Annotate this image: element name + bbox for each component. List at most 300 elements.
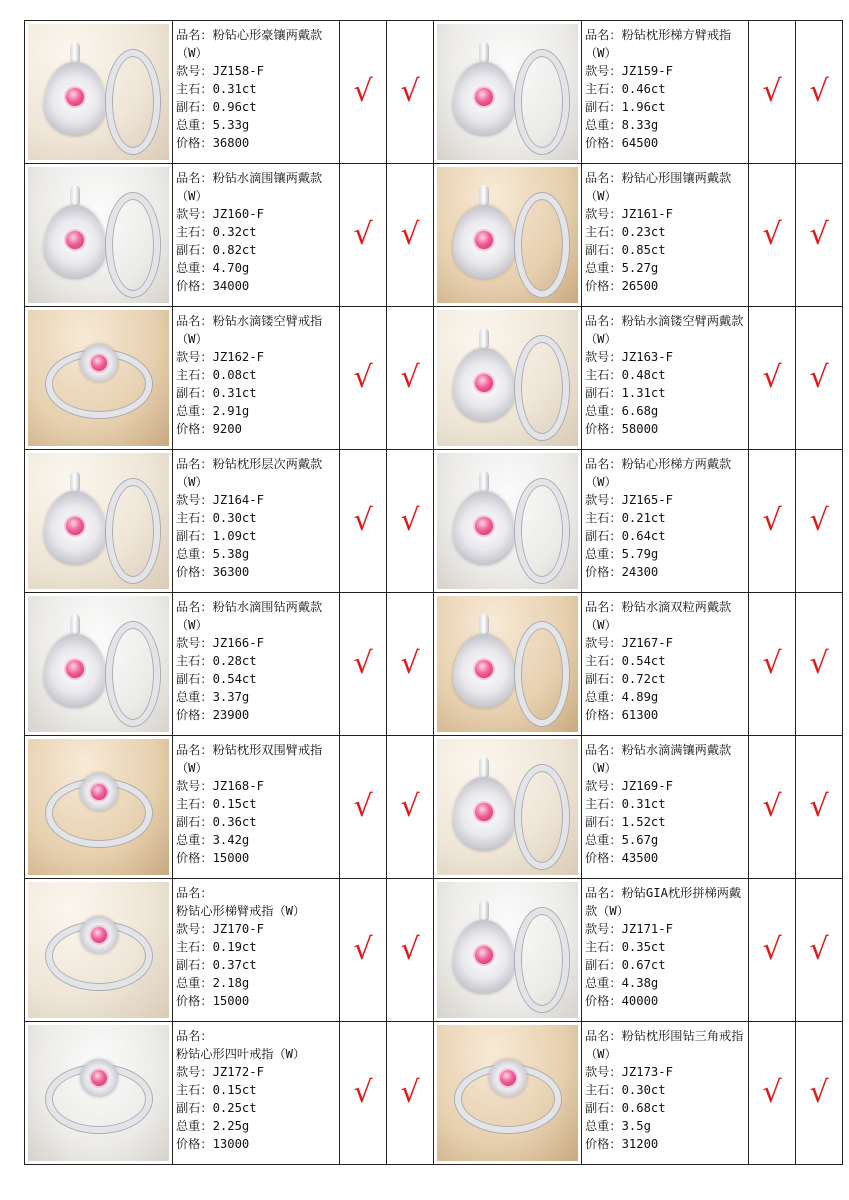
side-stone-label: 副石： <box>176 386 213 400</box>
product-name-line <box>176 312 337 348</box>
product-name-value: 粉钻枕形梯方臂戒指（W） <box>585 28 732 60</box>
price-label: 价格： <box>176 994 213 1008</box>
price-label: 价格： <box>176 136 213 150</box>
table-row <box>25 21 843 164</box>
product-name-value: 粉钻水滴围钻两戴款（W） <box>176 600 323 632</box>
product-code-line <box>585 777 746 795</box>
product-name-value: 粉钻枕形围钻三角戒指（W） <box>585 1029 744 1061</box>
product-info-cell <box>173 736 340 879</box>
total-weight-line <box>176 831 337 849</box>
product-code-line <box>585 62 746 80</box>
price-line <box>176 992 337 1010</box>
product-name-line <box>176 455 337 491</box>
total-weight-label: 总重： <box>585 1119 622 1133</box>
side-stone-value: 0.82ct <box>212 243 257 257</box>
price-line <box>176 563 337 581</box>
product-name-label: 品名： <box>176 28 213 42</box>
check-cell <box>387 450 434 593</box>
total-weight-value: 2.18g <box>212 976 250 990</box>
product-code-label: 款号： <box>585 922 622 936</box>
main-stone-line <box>585 1081 746 1099</box>
total-weight-line <box>176 402 337 420</box>
product-code-line <box>585 634 746 652</box>
product-photo-cell <box>434 164 582 307</box>
main-stone-line <box>585 652 746 670</box>
total-weight-label: 总重： <box>585 261 622 275</box>
side-stone-value: 1.96ct <box>621 100 666 114</box>
main-stone-line <box>176 80 337 98</box>
check-mark-icon: √ <box>400 932 420 967</box>
product-name-label: 品名： <box>176 1029 213 1043</box>
total-weight-line <box>176 259 337 277</box>
main-stone-value: 0.30ct <box>212 511 257 525</box>
check-cell <box>749 307 796 450</box>
side-stone-label: 副石： <box>176 243 213 257</box>
pendant-ring-photo <box>437 24 578 160</box>
product-code-line <box>585 491 746 509</box>
price-value: 24300 <box>621 565 659 579</box>
product-name-value: 粉钻水滴满镶两戴款（W） <box>585 743 732 775</box>
check-cell <box>796 879 843 1022</box>
product-code-line <box>176 205 337 223</box>
main-stone-value: 0.28ct <box>212 654 257 668</box>
main-stone-line <box>585 795 746 813</box>
check-mark-icon: √ <box>400 74 420 109</box>
price-line <box>585 563 746 581</box>
product-info-cell <box>582 164 749 307</box>
price-label: 价格： <box>585 565 622 579</box>
check-mark-icon: √ <box>762 74 782 109</box>
check-mark-icon: √ <box>400 1075 420 1110</box>
main-stone-label: 主石： <box>176 940 213 954</box>
side-stone-line <box>585 527 746 545</box>
total-weight-label: 总重： <box>176 547 213 561</box>
product-name-line <box>585 455 746 491</box>
total-weight-value: 3.42g <box>212 833 250 847</box>
price-label: 价格： <box>585 708 622 722</box>
product-name-line <box>585 169 746 205</box>
check-cell <box>340 450 387 593</box>
price-value: 9200 <box>212 422 242 436</box>
check-cell <box>796 593 843 736</box>
product-name-label: 品名： <box>585 28 622 42</box>
check-cell <box>340 879 387 1022</box>
price-line <box>585 420 746 438</box>
main-stone-value: 0.31ct <box>212 82 257 96</box>
product-info <box>173 593 339 724</box>
side-stone-line <box>176 670 337 688</box>
main-stone-line <box>585 366 746 384</box>
ring-photo <box>437 1025 578 1161</box>
side-stone-label: 副石： <box>176 815 213 829</box>
product-info-cell <box>173 1022 340 1165</box>
product-name-line <box>585 884 746 920</box>
product-info <box>173 1022 339 1153</box>
pendant-ring-photo <box>437 167 578 303</box>
product-code-label: 款号： <box>176 636 213 650</box>
ring-photo <box>28 1025 169 1161</box>
main-stone-value: 0.32ct <box>212 225 257 239</box>
total-weight-line <box>585 831 746 849</box>
total-weight-label: 总重： <box>176 118 213 132</box>
product-code-line <box>585 205 746 223</box>
product-info <box>582 879 748 1010</box>
main-stone-line <box>585 223 746 241</box>
product-name-line <box>176 598 337 634</box>
product-name-label: 品名： <box>176 457 213 471</box>
check-cell <box>387 593 434 736</box>
ring-photo <box>28 310 169 446</box>
total-weight-value: 5.79g <box>621 547 659 561</box>
product-table <box>24 20 843 1165</box>
product-info <box>582 307 748 438</box>
price-line <box>585 1135 746 1153</box>
product-photo-cell <box>25 450 173 593</box>
check-mark-icon: √ <box>762 646 782 681</box>
check-mark-icon: √ <box>400 217 420 252</box>
check-cell <box>749 879 796 1022</box>
side-stone-line <box>176 527 337 545</box>
main-stone-value: 0.23ct <box>621 225 666 239</box>
product-code-label: 款号： <box>585 636 622 650</box>
total-weight-value: 5.67g <box>621 833 659 847</box>
product-code-value: JZ173-F <box>621 1065 673 1079</box>
side-stone-line <box>585 956 746 974</box>
table-row <box>25 593 843 736</box>
check-cell <box>796 736 843 879</box>
pendant-ring-photo <box>437 453 578 589</box>
check-cell <box>340 1022 387 1165</box>
price-value: 31200 <box>621 1137 659 1151</box>
product-info-cell <box>582 593 749 736</box>
pendant-ring-photo <box>28 596 169 732</box>
product-code-line <box>585 920 746 938</box>
price-label: 价格： <box>585 994 622 1008</box>
check-cell <box>796 450 843 593</box>
pendant-ring-photo <box>28 453 169 589</box>
ring-photo <box>28 882 169 1018</box>
total-weight-label: 总重： <box>585 690 622 704</box>
product-code-line <box>176 777 337 795</box>
side-stone-value: 1.52ct <box>621 815 666 829</box>
check-cell <box>749 21 796 164</box>
check-mark-icon: √ <box>353 74 373 109</box>
side-stone-label: 副石： <box>585 815 622 829</box>
price-line <box>585 849 746 867</box>
product-name-line <box>585 312 746 348</box>
product-name-line <box>176 741 337 777</box>
total-weight-label: 总重： <box>585 976 622 990</box>
price-value: 36800 <box>212 136 250 150</box>
side-stone-line <box>176 956 337 974</box>
product-code-label: 款号： <box>176 922 213 936</box>
check-mark-icon: √ <box>809 217 829 252</box>
product-info <box>582 736 748 867</box>
table-row <box>25 164 843 307</box>
main-stone-line <box>176 795 337 813</box>
main-stone-line <box>585 938 746 956</box>
check-mark-icon: √ <box>762 789 782 824</box>
total-weight-label: 总重： <box>176 404 213 418</box>
product-code-value: JZ159-F <box>621 64 673 78</box>
check-mark-icon: √ <box>809 932 829 967</box>
total-weight-value: 5.27g <box>621 261 659 275</box>
product-name-label: 品名： <box>176 600 213 614</box>
main-stone-label: 主石： <box>585 940 622 954</box>
total-weight-value: 2.91g <box>212 404 250 418</box>
side-stone-label: 副石： <box>176 529 213 543</box>
price-label: 价格： <box>176 422 213 436</box>
check-mark-icon: √ <box>809 789 829 824</box>
product-name-value: 粉钻心形豪镶两戴款（W） <box>176 28 323 60</box>
product-info-cell <box>173 164 340 307</box>
main-stone-label: 主石： <box>176 797 213 811</box>
product-info-cell <box>582 879 749 1022</box>
side-stone-line <box>585 1099 746 1117</box>
product-name-label: 品名： <box>176 314 213 328</box>
price-line <box>585 706 746 724</box>
product-info-cell <box>173 450 340 593</box>
check-mark-icon: √ <box>762 503 782 538</box>
side-stone-value: 1.31ct <box>621 386 666 400</box>
product-info <box>582 164 748 295</box>
product-photo-cell <box>434 736 582 879</box>
product-name-label: 品名： <box>585 1029 622 1043</box>
product-code-label: 款号： <box>176 64 213 78</box>
product-name-label: 品名： <box>585 600 622 614</box>
product-code-value: JZ170-F <box>212 922 264 936</box>
product-code-label: 款号： <box>585 1065 622 1079</box>
side-stone-line <box>176 384 337 402</box>
price-label: 价格： <box>176 1137 213 1151</box>
check-cell <box>387 21 434 164</box>
product-info <box>173 21 339 152</box>
main-stone-label: 主石： <box>176 368 213 382</box>
total-weight-value: 3.5g <box>621 1119 651 1133</box>
side-stone-label: 副石： <box>176 958 213 972</box>
pendant-ring-photo <box>437 596 578 732</box>
total-weight-value: 2.25g <box>212 1119 250 1133</box>
price-value: 13000 <box>212 1137 250 1151</box>
product-info <box>173 879 339 1010</box>
check-mark-icon: √ <box>400 646 420 681</box>
check-cell <box>796 21 843 164</box>
product-info <box>582 1022 748 1153</box>
product-name-line <box>585 1027 746 1063</box>
total-weight-line <box>176 1117 337 1135</box>
product-code-line <box>585 348 746 366</box>
side-stone-line <box>176 813 337 831</box>
check-mark-icon: √ <box>353 1075 373 1110</box>
check-cell <box>796 1022 843 1165</box>
price-line <box>176 420 337 438</box>
check-mark-icon: √ <box>809 360 829 395</box>
price-line <box>176 277 337 295</box>
check-cell <box>340 307 387 450</box>
product-code-value: JZ161-F <box>621 207 673 221</box>
product-info-cell <box>582 736 749 879</box>
side-stone-label: 副石： <box>585 958 622 972</box>
product-info <box>173 164 339 295</box>
product-name-label: 品名： <box>176 886 213 900</box>
main-stone-label: 主石： <box>176 654 213 668</box>
side-stone-label: 副石： <box>585 243 622 257</box>
main-stone-value: 0.30ct <box>621 1083 666 1097</box>
check-cell <box>749 1022 796 1165</box>
price-line <box>585 992 746 1010</box>
product-photo-cell <box>25 307 173 450</box>
total-weight-line <box>585 688 746 706</box>
price-line <box>176 849 337 867</box>
price-label: 价格： <box>585 279 622 293</box>
price-value: 36300 <box>212 565 250 579</box>
product-info <box>173 307 339 438</box>
product-info <box>173 736 339 867</box>
side-stone-label: 副石： <box>585 1101 622 1115</box>
product-name-value: 粉钻水滴围镶两戴款（W） <box>176 171 323 203</box>
product-photo-cell <box>25 736 173 879</box>
ring-photo <box>28 739 169 875</box>
main-stone-value: 0.54ct <box>621 654 666 668</box>
table-row <box>25 1022 843 1165</box>
main-stone-label: 主石： <box>585 368 622 382</box>
product-code-value: JZ162-F <box>212 350 264 364</box>
product-photo-cell <box>25 879 173 1022</box>
product-info-cell <box>173 21 340 164</box>
price-line <box>176 706 337 724</box>
main-stone-value: 0.08ct <box>212 368 257 382</box>
total-weight-label: 总重： <box>176 833 213 847</box>
check-mark-icon: √ <box>353 503 373 538</box>
product-photo-cell <box>434 1022 582 1165</box>
table-row <box>25 736 843 879</box>
product-name-line <box>176 26 337 62</box>
price-value: 64500 <box>621 136 659 150</box>
product-name-label: 品名： <box>585 886 622 900</box>
price-line <box>585 134 746 152</box>
product-name-value: 粉钻枕形层次两戴款（W） <box>176 457 323 489</box>
check-mark-icon: √ <box>353 217 373 252</box>
product-name-value: 粉钻水滴镂空臂两戴款（W） <box>585 314 744 346</box>
check-mark-icon: √ <box>762 217 782 252</box>
total-weight-value: 5.38g <box>212 547 250 561</box>
price-value: 23900 <box>212 708 250 722</box>
side-stone-line <box>176 98 337 116</box>
side-stone-value: 0.85ct <box>621 243 666 257</box>
product-name-label: 品名： <box>176 743 213 757</box>
total-weight-value: 8.33g <box>621 118 659 132</box>
product-photo-cell <box>434 879 582 1022</box>
table-row <box>25 450 843 593</box>
price-label: 价格： <box>585 1137 622 1151</box>
product-code-value: JZ164-F <box>212 493 264 507</box>
total-weight-line <box>585 545 746 563</box>
side-stone-line <box>585 384 746 402</box>
check-mark-icon: √ <box>809 1075 829 1110</box>
main-stone-line <box>176 938 337 956</box>
product-code-value: JZ165-F <box>621 493 673 507</box>
product-info <box>582 450 748 581</box>
check-mark-icon: √ <box>809 74 829 109</box>
total-weight-label: 总重： <box>585 118 622 132</box>
pendant-ring-photo <box>28 24 169 160</box>
price-label: 价格： <box>176 708 213 722</box>
total-weight-line <box>176 116 337 134</box>
product-name-label: 品名： <box>585 171 622 185</box>
check-cell <box>387 307 434 450</box>
total-weight-line <box>176 545 337 563</box>
main-stone-line <box>176 223 337 241</box>
check-cell <box>340 21 387 164</box>
total-weight-label: 总重： <box>176 690 213 704</box>
product-code-label: 款号： <box>585 207 622 221</box>
main-stone-value: 0.21ct <box>621 511 666 525</box>
side-stone-label: 副石： <box>176 672 213 686</box>
product-code-value: JZ163-F <box>621 350 673 364</box>
product-code-value: JZ160-F <box>212 207 264 221</box>
product-photo-cell <box>25 164 173 307</box>
product-photo-cell <box>434 307 582 450</box>
product-name-value: 粉钻心形梯方两戴款（W） <box>585 457 732 489</box>
side-stone-value: 0.67ct <box>621 958 666 972</box>
main-stone-line <box>176 1081 337 1099</box>
product-code-line <box>176 62 337 80</box>
total-weight-label: 总重： <box>585 833 622 847</box>
product-name-label: 品名： <box>176 171 213 185</box>
pendant-ring-photo <box>437 739 578 875</box>
product-name-line <box>585 26 746 62</box>
total-weight-line <box>176 974 337 992</box>
product-code-label: 款号： <box>585 779 622 793</box>
main-stone-label: 主石： <box>176 225 213 239</box>
main-stone-line <box>176 509 337 527</box>
product-photo-cell <box>434 593 582 736</box>
total-weight-label: 总重： <box>585 404 622 418</box>
product-code-label: 款号： <box>176 493 213 507</box>
price-value: 43500 <box>621 851 659 865</box>
product-name-line <box>176 1027 337 1063</box>
total-weight-line <box>585 402 746 420</box>
product-code-label: 款号： <box>585 64 622 78</box>
main-stone-line <box>176 652 337 670</box>
price-label: 价格： <box>585 851 622 865</box>
check-cell <box>387 164 434 307</box>
check-mark-icon: √ <box>353 789 373 824</box>
product-name-label: 品名： <box>585 314 622 328</box>
main-stone-label: 主石： <box>585 654 622 668</box>
product-photo-cell <box>25 1022 173 1165</box>
check-cell <box>340 593 387 736</box>
check-cell <box>749 164 796 307</box>
product-name-value: 粉钻水滴镂空臂戒指（W） <box>176 314 323 346</box>
product-info <box>582 21 748 152</box>
check-mark-icon: √ <box>400 789 420 824</box>
product-photo-cell <box>434 450 582 593</box>
main-stone-label: 主石： <box>585 511 622 525</box>
side-stone-line <box>585 98 746 116</box>
check-cell <box>340 736 387 879</box>
price-line <box>585 277 746 295</box>
side-stone-label: 副石： <box>585 529 622 543</box>
product-code-label: 款号： <box>176 779 213 793</box>
side-stone-value: 0.36ct <box>212 815 257 829</box>
product-code-value: JZ158-F <box>212 64 264 78</box>
price-label: 价格： <box>176 565 213 579</box>
price-line <box>176 1135 337 1153</box>
product-code-line <box>176 1063 337 1081</box>
side-stone-value: 0.72ct <box>621 672 666 686</box>
product-code-label: 款号： <box>176 1065 213 1079</box>
